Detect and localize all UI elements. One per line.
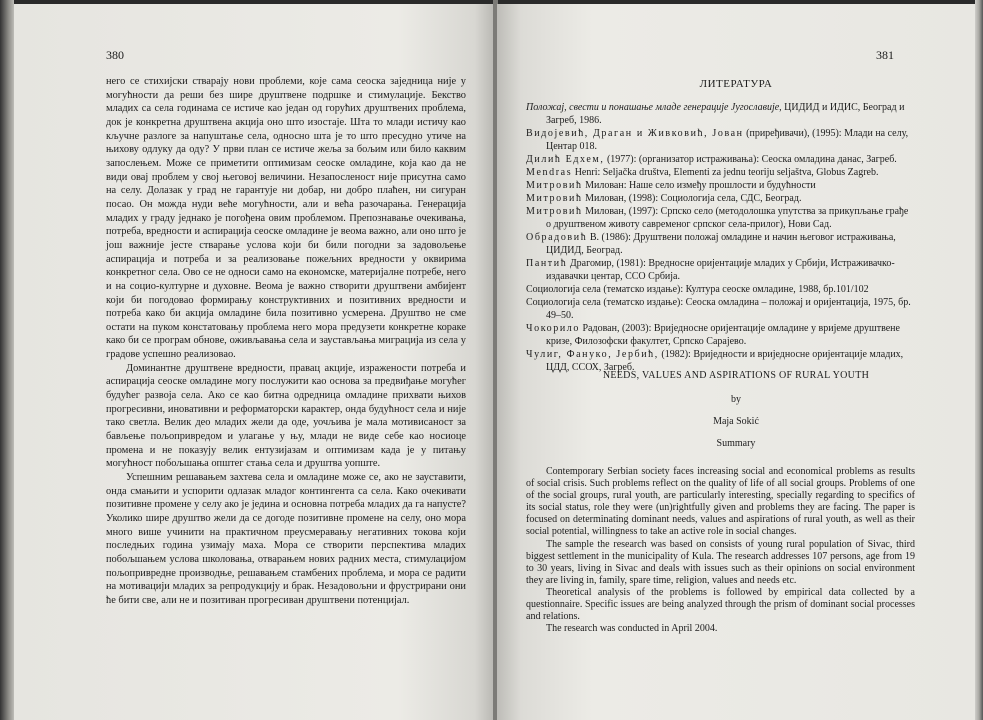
reference-item [526,179,915,192]
page-number-left: 380 [106,48,124,62]
reference-details: Милован, (1997): Српско село (методолошка упутства за прикупљање грађе о друштвеном животу савременог српског села-прилог), Нови Сад. [546,206,909,230]
summary-label: Summary [716,438,756,449]
page-number-right: 381 [876,48,894,62]
reference-details: Henri: Seljačka društva, Elementi za jednu teoriju seljaštva, Globus Zagreb. [572,167,879,178]
reference-author: Пантић [526,258,568,269]
reference-item [526,322,915,348]
reference-author: Митровић [526,193,583,204]
summary-paragraph: Contemporary Serbian society faces increasing social and economical problems as results of social crisis. Such problems reflect on the quality of life of all social groups. Problems of one of the social groups, rural youth, are particularly interesting, specially regarding to specifics of its social status, role they were (un)rightfully given and problems they are facing. The paper is focused on determinating dominant needs, values and aspirations of rural youth, as well as their social potential, willingness to take an active role in social changes. [526,466,915,538]
paragraph: Доминантне друштвене вредности, правац акције, изражености потреба и аспирација сеоске омладине могу послужити као основа за предвиђање могућег будућег развоја села. Ако се као битна одредница омладине прихвати њихов прогресивни, иновативни и реформаторски карактер, онда будућност села и није тако светла. Велик део младих жели да оде, уочљива је мала мотивисаност за бављење пољопривредом и улагање у њу, млади не виде себе као носиоце промена и не показују велик ентузијазам и оптимизам када је у питању могућност побољшања општег стања села и друштва уопште. [106,362,466,470]
reference-item [526,153,915,166]
reference-item [526,231,915,257]
reference-author: Mendras [526,167,573,178]
reference-item [526,101,915,127]
summary-paragraph: Theoretical analysis of the problems is followed by empirical data collected by a questionnaire. Specific issues are being analyzed through the prism of dominant social processes and relations. [526,586,915,623]
reference-author: Обрадовић [526,232,588,243]
reference-details: Социологија села (тематско издање): Сеоска омладина – положај и оријентација, 1975, бр. 49–50. [526,297,911,321]
reference-author: Митровић [526,206,583,217]
reference-details: Драгомир, (1981): Вредносне оријентације младих у Србији, Истраживачко-издавачки центар, ССО Србија. [546,258,895,282]
left-page-body [106,75,466,608]
reference-details: (1982): Вриједности и вриједносне оријентације младих, ЦДД, ССОХ, Загреб. [546,349,904,373]
reference-author: Чокорило [526,323,580,334]
reference-item [526,192,915,205]
literature-heading: ЛИТЕРАТУРА [699,78,773,90]
reference-title: Положај, свести и понашање младе генерације Југославије, [526,102,782,113]
left-page [14,4,494,720]
reference-details: (приређивачи), (1995): Млади на селу, Центар 018. [546,128,909,152]
reference-author: Митровић [526,180,583,191]
reference-item [526,205,915,231]
summary-paragraph: The sample the research was based on consists of young rural population of Sivac, third biggest settlement in the municipality of Kula. The research addresses 107 persons, age from 19 to 30 years, living in Sivac and deals with issues such as their opinions on social environment they are living in, family, spare time, religion, values and needs etc. [526,538,915,586]
reference-item [526,127,915,153]
right-page [497,4,975,720]
reference-list [526,101,915,374]
reference-details: Социологија села (тематско издање): Култура сеоске омладине, 1988, бр.101/102 [526,284,869,295]
author-name: Maja Sokić [713,416,759,427]
reference-details: ЦИДИД и ИДИС, Београд и Загреб, 1986. [546,102,905,126]
reference-details: (1977): (организатор истраживања): Сеоска омладина данас, Загреб. [604,154,897,165]
reference-author: Чулиг, Фануко, Јербић, [526,349,659,360]
reference-details: Радован, (2003): Вриједносне оријентације омладине у вријеме друштвене кризе, Филозофски факултет, Српско Сарајево. [546,323,900,347]
summary-paragraph: The research was conducted in April 2004. [546,623,718,635]
reference-item [526,296,915,322]
paragraph: Успешним решавањем захтева села и омладине може се, ако не зауставити, онда смањити и успорити одлазак младог контингента са села. Како очекивати позитивне промене у селу ако је једина и основна потреба младих да га напусте? Уколико шире друштво жели да се догоде позитивне промене на селу, оно мора много више учинити на практичном преусмеравању негативних токова који последњих година узимају маха. Мора се створити перспектива младих побољшањем услова школовања, отварањем нових радних места, стимулацијом пољопривредне производње, решавањем стамбених проблема, и мора се радити на мотивацији младих за репродукцију и брак. Незадовољни и фрустрирани они ће бити све, али не и позитиван прогресиван друштвени потенцијал. [106,472,466,606]
by-line: by [731,394,741,405]
book-right-edge [975,0,983,720]
book-left-edge [0,0,14,720]
reference-author: Дилић Едхем, [526,154,605,165]
reference-details: Милован, (1998): Социологија села, СДС, Београд. [582,193,802,204]
reference-author: Видојевић, Драган и Живковић, Јован [526,128,744,139]
paragraph: него се стихијски стварају нови проблеми, које сама сеоска заједница није у могућности да реши без шире друштвене подршке и стимулације. Бекство младих са села годинама се истиче као један од горућих друштвених проблема, док је конкретна друштвена акција оно што изостаје. Шта то млади истичу као кључне разлоге за напуштање села, односно шта је то што пресудно утиче на њихову одлуку да оду? У први план се истиче жеља за бољим или било каквим запослењем. Може се приметити оптимизам сеоске омладине, која као да не види овај проблем у свој његовој величини. Незапосленост није присутна само на селу. Долазак у град не гарантује ни добар, ни добро плаћен, ни сигуран посао. Он можда нуди веће могућности, али и већа разочарања. Генерација младих у граду једнако је погођена овим проблемом. Препознавање очекивања, потреба, вредности и аспирација сеоске омладине је веома важно, али оно што је још важније јесте стварање услова који би били погодни за задовољење аспирација и потреба и за реализовање пожељних вредности у оквирима конкретног села. Ово се не односи само на економске, материјалне потребе, него и на социо-културне и духовне. Веома је важно створити друштвени амбијент који би погодовао формирању конструктивних и позитивних вредности и потреба како би акција омладине била позитивно усмерена. Друштво не сме остати на пуком констатовању проблема него мора предузети конкретне кораке како би се програм обнове, оживљавања села и заустављања миграција из села у градове успешно реализовао. [106,76,466,361]
reference-details: В. (1986): Друштвени положај омладине и начин његовог истраживања, ЦИДИД, Београд. [546,232,896,256]
summary-body [526,466,915,635]
reference-item [526,166,915,179]
reference-item [526,257,915,283]
reference-item [526,283,915,296]
reference-details: Милован: Наше село између прошлости и будућности [582,180,816,191]
summary-title: NEEDS, VALUES AND ASPIRATIONS OF RURAL YOUTH [602,370,870,381]
